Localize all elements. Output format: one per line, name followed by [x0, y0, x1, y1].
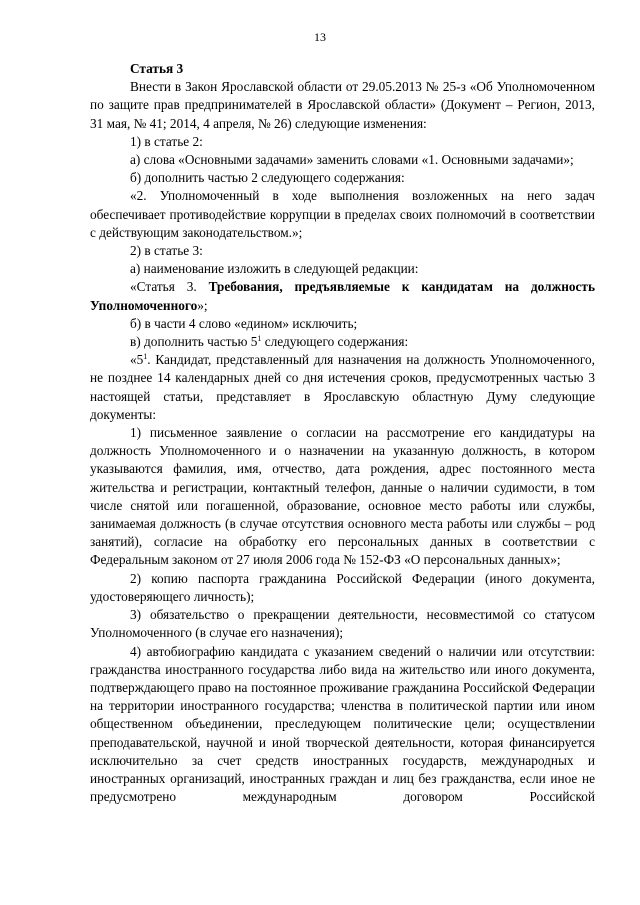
document-item-4: 4) автобиографию кандидата с указанием сведений о наличии или отсутствии: гражданства иностранного государства либо вида на жительство или иного документа, подтверждающего право на постоянное проживание гражданина Российской Федерации на территории иностранного государства; членства в политической партии или ином общественном объединении, преследующем политические цели; осуществлении преподавательской, научной и иной творческой деятельности, которая финансируется исключительно за счет средств иностранных государств, международных и иностранных организаций, иностранных граждан и лиц без гражданства, если иное не предусмотрено международным договором Российской [90, 643, 595, 805]
part5-intro-before: в) дополнить частью 5 [130, 334, 258, 350]
article2-subitem-b: б) дополнить частью 2 следующего содержания: [130, 170, 405, 186]
article3-subitem-a: а) наименование изложить в следующей редакции: [130, 261, 419, 277]
document-item-1: 1) письменное заявление о согласии на рассмотрение его кандидатуры на должность Уполномоченного и о назначении на указанную должность, в котором указываются фамилия, имя, отчество, дата рождения, адрес постоянного места жительства и регистрации, контактный телефон, данные о наличии судимости, в том числе снятой или погашенной, образование, основное место работы или службы, занимаемая должность (в случае отсутствия основного места работы или службы – род занятий), согласие на обработку его персональных данных в соответствии с Федеральным законом от 27 июля 2006 года № 152-ФЗ «О персональных данных»; [90, 425, 595, 568]
article3-title-prefix: «Статья 3. [130, 279, 209, 295]
document-item-2: 2) копию паспорта гражданина Российской Федерации (иного документа, удостоверяющего личность); [90, 570, 595, 604]
article-heading: Статья 3 [130, 61, 184, 76]
part5-text-before: «5 [130, 352, 144, 368]
article2-part2-text: «2. Уполномоченный в ходе выполнения возложенных на него задач обеспечивает противодействие коррупции в пределах своих полномочий в соответствии с действующим законодательством.»; [90, 188, 595, 240]
article3-subitem-v [90, 333, 595, 351]
amendment-intro-paragraph: Внести в Закон Ярославской области от 29.05.2013 № 25-з «Об Уполномоченном по защите прав предпринимателей в Ярославской области» (Документ – Регион, 2013, 31 мая, № 41; 2014, 4 апреля, № 26) следующие изменения: [90, 79, 595, 131]
article3-new-title [90, 278, 595, 314]
part5-text-sup: 1 [143, 352, 148, 362]
document-body [90, 60, 595, 806]
article3-title-suffix: »; [197, 297, 208, 313]
part5-text [90, 351, 595, 424]
article2-item: 1) в статье 2: [130, 133, 203, 149]
article3-title-bold: Требования, предъявляемые к кандидатам на должность Уполномоченного [90, 279, 595, 313]
article2-subitem-a: а) слова «Основными задачами» заменить словами «1. Основными задачами»; [130, 152, 574, 168]
part5-intro-after: следующего содержания: [261, 334, 409, 350]
article3-subitem-b: б) в части 4 слово «едином» исключить; [130, 315, 358, 331]
page-number: 13 [314, 30, 326, 44]
article3-item: 2) в статье 3: [130, 243, 203, 259]
document-item-3: 3) обязательство о прекращении деятельности, несовместимой со статусом Уполномоченного (в случае его назначения); [90, 607, 595, 641]
part5-intro-sup: 1 [257, 334, 262, 344]
part5-text-after: . Кандидат, представленный для назначения на должность Уполномоченного, не позднее 14 календарных дней со дня истечения сроков, предусмотренных частью 3 настоящей статьи, представляет в Ярославскую областную Думу следующие документы: [90, 352, 595, 422]
